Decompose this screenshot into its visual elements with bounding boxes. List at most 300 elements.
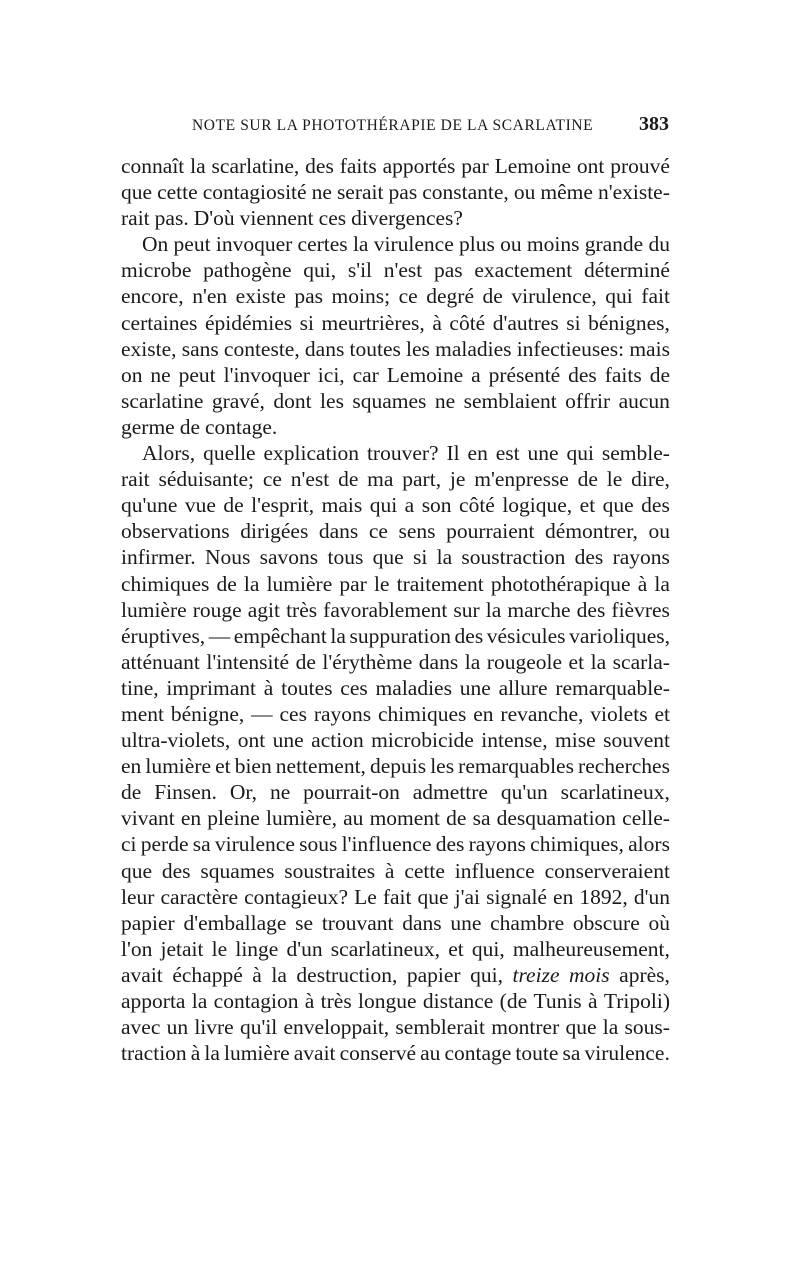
- word: d'emballage: [183, 910, 287, 935]
- word: sous-: [624, 1015, 670, 1040]
- word: offrir: [565, 388, 611, 413]
- word: la: [352, 232, 369, 257]
- text-line: [121, 597, 670, 623]
- word: par: [339, 571, 367, 596]
- word: sur: [453, 597, 480, 622]
- word: rougeole: [486, 649, 563, 674]
- word: souvent: [603, 728, 670, 753]
- word: ce: [368, 519, 388, 544]
- word: de: [179, 414, 201, 439]
- word: n'est: [383, 258, 423, 283]
- word: trouver?: [366, 441, 439, 466]
- word: qui: [605, 284, 633, 309]
- word: qui,: [470, 962, 503, 987]
- text-line: [121, 571, 670, 597]
- word: des: [454, 623, 484, 648]
- word: les: [406, 336, 430, 361]
- word: m'enpresse: [474, 467, 569, 492]
- word: la: [271, 962, 287, 987]
- text-line: [121, 779, 670, 805]
- word: existe,: [121, 336, 177, 361]
- word: scarlatineux,: [560, 780, 670, 805]
- word: pas: [388, 180, 418, 205]
- word: ce: [398, 284, 418, 309]
- word: microbe: [121, 258, 192, 283]
- word: en: [553, 884, 574, 909]
- word: rayons: [313, 701, 372, 726]
- word: (de: [499, 989, 528, 1013]
- word: contage: [444, 1041, 512, 1066]
- word: une: [459, 675, 491, 700]
- word: j'ai: [454, 884, 481, 909]
- word: recherches: [578, 754, 670, 779]
- word: sans: [181, 336, 219, 361]
- word: conteste,: [223, 336, 300, 361]
- word: contagieux?: [244, 884, 348, 909]
- word: après,: [619, 962, 670, 987]
- word: côté: [459, 493, 495, 518]
- word: qu'un: [500, 780, 548, 805]
- word: dans: [402, 910, 442, 935]
- word: distance: [422, 989, 494, 1013]
- word: à: [252, 962, 262, 987]
- word: semble-: [601, 441, 670, 466]
- word: à: [432, 310, 442, 335]
- word: caractère: [160, 884, 239, 909]
- word: n'existe-: [597, 180, 670, 205]
- word: prouvé: [610, 154, 670, 178]
- word: l'influence: [341, 832, 432, 857]
- word: livre: [194, 1015, 234, 1040]
- word: lumière: [266, 571, 333, 596]
- word: rait: [121, 467, 150, 492]
- word: perde: [140, 832, 189, 857]
- word: de: [216, 571, 237, 596]
- word: par: [461, 154, 489, 178]
- word: l'on: [121, 936, 153, 961]
- text-line: [121, 518, 670, 544]
- word: à: [384, 858, 395, 883]
- word: aucun: [618, 388, 670, 413]
- word: connaît: [121, 154, 185, 178]
- word: son: [421, 493, 452, 518]
- word: une: [450, 910, 482, 935]
- word: grande: [584, 232, 644, 257]
- word: depuis: [370, 754, 427, 779]
- word: rayons: [468, 832, 526, 857]
- word: côté: [449, 310, 486, 335]
- word: même: [540, 180, 593, 205]
- word: nettement,: [275, 754, 366, 779]
- page-number: 383: [639, 113, 669, 135]
- word: jetait: [160, 936, 204, 961]
- word: ces: [340, 675, 368, 700]
- word: moment: [369, 806, 441, 831]
- word: pourrait-on: [303, 780, 400, 805]
- word: dire,: [631, 467, 670, 492]
- word: des: [305, 154, 334, 178]
- word: ce: [262, 467, 282, 492]
- word: vésicules: [486, 623, 566, 648]
- word: est: [495, 441, 520, 466]
- word: toute: [515, 1041, 559, 1066]
- word: trouvant: [321, 910, 394, 935]
- word: existe: [235, 284, 286, 309]
- word: influence: [454, 858, 535, 883]
- word: toutes: [281, 675, 333, 700]
- word: la: [204, 1041, 220, 1066]
- word: l'esprit,: [251, 493, 315, 518]
- word: bien: [234, 754, 272, 779]
- word: Tunis: [533, 989, 582, 1013]
- word: n'est: [290, 467, 330, 492]
- word: pleine: [207, 806, 260, 831]
- word: n'en: [192, 284, 228, 309]
- word: Tripoli): [603, 989, 670, 1013]
- word: de: [577, 467, 598, 492]
- word: des: [568, 362, 597, 387]
- word: On: [142, 232, 169, 257]
- word: ci: [121, 832, 137, 857]
- word: une: [527, 441, 559, 466]
- word: pas: [294, 284, 324, 309]
- word: violets: [590, 701, 648, 726]
- word: enveloppait,: [283, 1015, 390, 1040]
- word: exactement: [474, 258, 573, 283]
- word: Alors,: [142, 441, 196, 466]
- word: semblerait: [395, 1015, 485, 1040]
- word: ces: [279, 701, 307, 726]
- word: des: [576, 597, 606, 622]
- word: contagion: [213, 989, 299, 1013]
- word: que: [417, 884, 449, 909]
- text-line: [121, 831, 670, 857]
- word: Le: [354, 884, 377, 909]
- text-line: [121, 727, 670, 753]
- word: pas: [433, 258, 463, 283]
- word: Finsen.: [154, 780, 217, 805]
- word: moins: [526, 232, 580, 257]
- word: des: [641, 493, 670, 518]
- word: scarlatine: [121, 388, 204, 413]
- word: cette: [404, 858, 445, 883]
- word: mais: [629, 336, 670, 361]
- word: de: [649, 362, 670, 387]
- running-head: [192, 113, 669, 141]
- word: ultra-violets,: [121, 728, 231, 753]
- word: une: [272, 728, 304, 753]
- word: germe: [121, 414, 175, 439]
- word: intense,: [481, 728, 548, 753]
- word: d'un: [633, 884, 670, 909]
- word: moins;: [331, 284, 391, 309]
- word: dirigées: [240, 519, 309, 544]
- word: plus: [459, 232, 495, 257]
- word: soustraites: [284, 858, 376, 883]
- word: épidémies: [204, 310, 293, 335]
- word: viennent: [239, 206, 314, 231]
- word: contagiosité: [202, 180, 307, 205]
- text-line: [121, 231, 670, 257]
- word: de: [482, 284, 503, 309]
- word: et: [568, 649, 585, 674]
- word: scarlatine,: [211, 154, 300, 178]
- word: de: [338, 467, 359, 492]
- word: 1892,: [579, 884, 628, 909]
- word: ma: [367, 467, 394, 492]
- word: l'érythème: [322, 649, 413, 674]
- word: le: [606, 467, 623, 492]
- word: squames: [200, 858, 275, 883]
- word: cette: [157, 180, 198, 205]
- word: des: [574, 545, 604, 570]
- word: rayons: [612, 545, 670, 570]
- text-line: [121, 388, 670, 414]
- word: au: [420, 1041, 441, 1066]
- text-line: [121, 753, 670, 779]
- word: obscure: [572, 910, 640, 935]
- word: linge: [235, 936, 279, 961]
- word: sous: [299, 832, 338, 857]
- word: a: [471, 362, 481, 387]
- word: la: [654, 571, 670, 596]
- word: dont: [273, 388, 312, 413]
- text-line: [121, 936, 670, 962]
- text-line: [121, 310, 670, 336]
- word: tous: [327, 545, 364, 570]
- word: dans: [418, 649, 459, 674]
- text-line: [121, 205, 670, 231]
- word: ont: [237, 728, 266, 753]
- word: la: [330, 623, 346, 648]
- word: si: [412, 545, 428, 570]
- word: bénignes,: [588, 310, 670, 335]
- word: apportés: [382, 154, 456, 178]
- word: Lemoine: [494, 154, 572, 178]
- word: car: [352, 362, 379, 387]
- word: a: [404, 493, 415, 518]
- word: de: [295, 649, 316, 674]
- word: destruction,: [296, 962, 398, 987]
- word: chambre: [490, 910, 565, 935]
- text-line: [121, 1014, 670, 1040]
- word: de: [121, 780, 142, 805]
- word: qui,: [471, 936, 505, 961]
- body-text: [121, 153, 670, 1066]
- word: en: [121, 754, 142, 779]
- word: et: [654, 701, 670, 726]
- word: mise: [555, 728, 596, 753]
- word: les: [320, 388, 344, 413]
- word: certes: [297, 232, 348, 257]
- word: Il: [446, 441, 460, 466]
- word: mois: [569, 962, 610, 987]
- word: divergences?: [351, 206, 463, 231]
- word: agit: [247, 597, 280, 622]
- word: avait: [293, 1041, 336, 1066]
- word: revanche,: [500, 701, 584, 726]
- word: D'où: [193, 206, 235, 231]
- word: gravé,: [211, 388, 265, 413]
- word: action: [311, 728, 364, 753]
- word: papier: [121, 910, 175, 935]
- word: lumière,: [265, 806, 338, 831]
- word: savons: [259, 545, 319, 570]
- word: pathogène: [203, 258, 292, 283]
- word: la: [485, 597, 502, 622]
- word: toutes: [349, 336, 401, 361]
- text-line: [121, 962, 670, 988]
- word: si: [299, 310, 314, 335]
- word: sens: [398, 519, 436, 544]
- word: allure: [498, 675, 548, 700]
- word: part,: [402, 467, 442, 492]
- word: sa: [472, 806, 491, 831]
- text-line: [121, 336, 670, 362]
- word: lumière: [145, 754, 212, 779]
- word: ces: [318, 206, 347, 231]
- word: ont: [576, 154, 605, 178]
- word: sa: [192, 832, 211, 857]
- word: vue: [184, 493, 216, 518]
- word: remarquables: [458, 754, 574, 779]
- word: la: [191, 989, 208, 1013]
- word: leur: [121, 884, 155, 909]
- word: que: [372, 545, 404, 570]
- word: les: [430, 754, 455, 779]
- word: fièvres: [611, 597, 670, 622]
- word: faits: [339, 154, 377, 178]
- word: signalé: [486, 884, 547, 909]
- word: photothérapique: [490, 571, 631, 596]
- word: desquamation: [496, 806, 617, 831]
- word: que: [602, 493, 634, 518]
- word: virulence: [214, 832, 295, 857]
- word: si: [566, 310, 581, 335]
- text-line: [121, 283, 670, 309]
- word: le: [373, 571, 390, 596]
- word: fait: [641, 284, 670, 309]
- word: avait: [121, 962, 163, 987]
- word: qu'il: [239, 1015, 278, 1040]
- word: virulence.: [584, 1041, 670, 1066]
- word: Lemoine: [386, 362, 464, 387]
- word: à: [637, 571, 648, 596]
- word: admettre: [412, 780, 488, 805]
- word: virulence: [373, 232, 454, 257]
- word: semblaient: [463, 388, 557, 413]
- word: ne: [434, 388, 456, 413]
- word: degré: [426, 284, 474, 309]
- word: la: [590, 649, 607, 674]
- word: à: [263, 675, 274, 700]
- word: des: [435, 832, 465, 857]
- word: mais: [321, 493, 363, 518]
- word: contage.: [205, 414, 278, 439]
- text-line: [121, 179, 670, 205]
- word: la: [190, 154, 206, 178]
- word: en: [467, 441, 488, 466]
- text-line: [121, 466, 670, 492]
- word: ment: [121, 701, 164, 726]
- word: infirmer.: [121, 545, 196, 570]
- word: serait: [336, 180, 384, 205]
- word: peut: [178, 362, 216, 387]
- text-line: [121, 858, 670, 884]
- word: constante,: [422, 180, 509, 205]
- word: éruptives,: [121, 623, 206, 648]
- word: scarla-: [612, 649, 670, 674]
- text-line: [121, 362, 670, 388]
- word: alors: [628, 832, 670, 857]
- word: dans: [318, 519, 359, 544]
- word: virulence,: [511, 284, 597, 309]
- word: lumière: [223, 1041, 290, 1066]
- text-line: [121, 910, 670, 936]
- word: ou: [513, 180, 536, 205]
- word: suppuration: [349, 623, 451, 648]
- word: encore,: [121, 284, 184, 309]
- word: marche: [507, 597, 571, 622]
- running-title: NOTE SUR LA PHOTOTHÉRAPIE DE LA SCARLATINE: [192, 117, 594, 134]
- word: chimiques: [378, 701, 467, 726]
- word: du: [648, 232, 670, 257]
- word: invoquer: [215, 232, 293, 257]
- word: ou: [648, 519, 670, 544]
- word: que: [565, 1015, 597, 1040]
- word: à: [304, 989, 315, 1013]
- word: de: [446, 806, 467, 831]
- word: certaines: [121, 310, 198, 335]
- word: ici,: [317, 362, 345, 387]
- text-line: [121, 701, 670, 727]
- word: squames: [352, 388, 427, 413]
- word: meurtrières,: [321, 310, 425, 335]
- word: où: [648, 910, 670, 935]
- word: déterminé: [583, 258, 670, 283]
- word: je: [449, 467, 466, 492]
- word: scarlatineux,: [330, 936, 441, 961]
- word: apporta: [121, 989, 186, 1013]
- text-line: [121, 649, 670, 675]
- word: traitement: [396, 571, 484, 596]
- word: peut: [173, 232, 211, 257]
- text-line: [121, 544, 670, 570]
- text-line: [121, 884, 670, 910]
- word: qui: [369, 493, 398, 518]
- word: à: [190, 1041, 201, 1066]
- word: Nous: [204, 545, 251, 570]
- word: soustraction: [461, 545, 566, 570]
- word: et: [448, 936, 464, 961]
- word: ou: [500, 232, 522, 257]
- word: ne: [311, 180, 332, 205]
- word: papier: [406, 962, 461, 987]
- word: dans: [304, 336, 345, 361]
- word: pas.: [154, 206, 189, 231]
- word: s'il: [347, 258, 373, 283]
- word: ne: [150, 362, 171, 387]
- word: rouge: [192, 597, 242, 622]
- text-line: [121, 440, 670, 466]
- word: l'invoquer: [223, 362, 310, 387]
- word: conservé: [339, 1041, 417, 1066]
- word: conserveraient: [544, 858, 670, 883]
- word: microbicide: [371, 728, 474, 753]
- word: la: [436, 545, 453, 570]
- word: que: [121, 180, 153, 205]
- text-line: [121, 623, 670, 649]
